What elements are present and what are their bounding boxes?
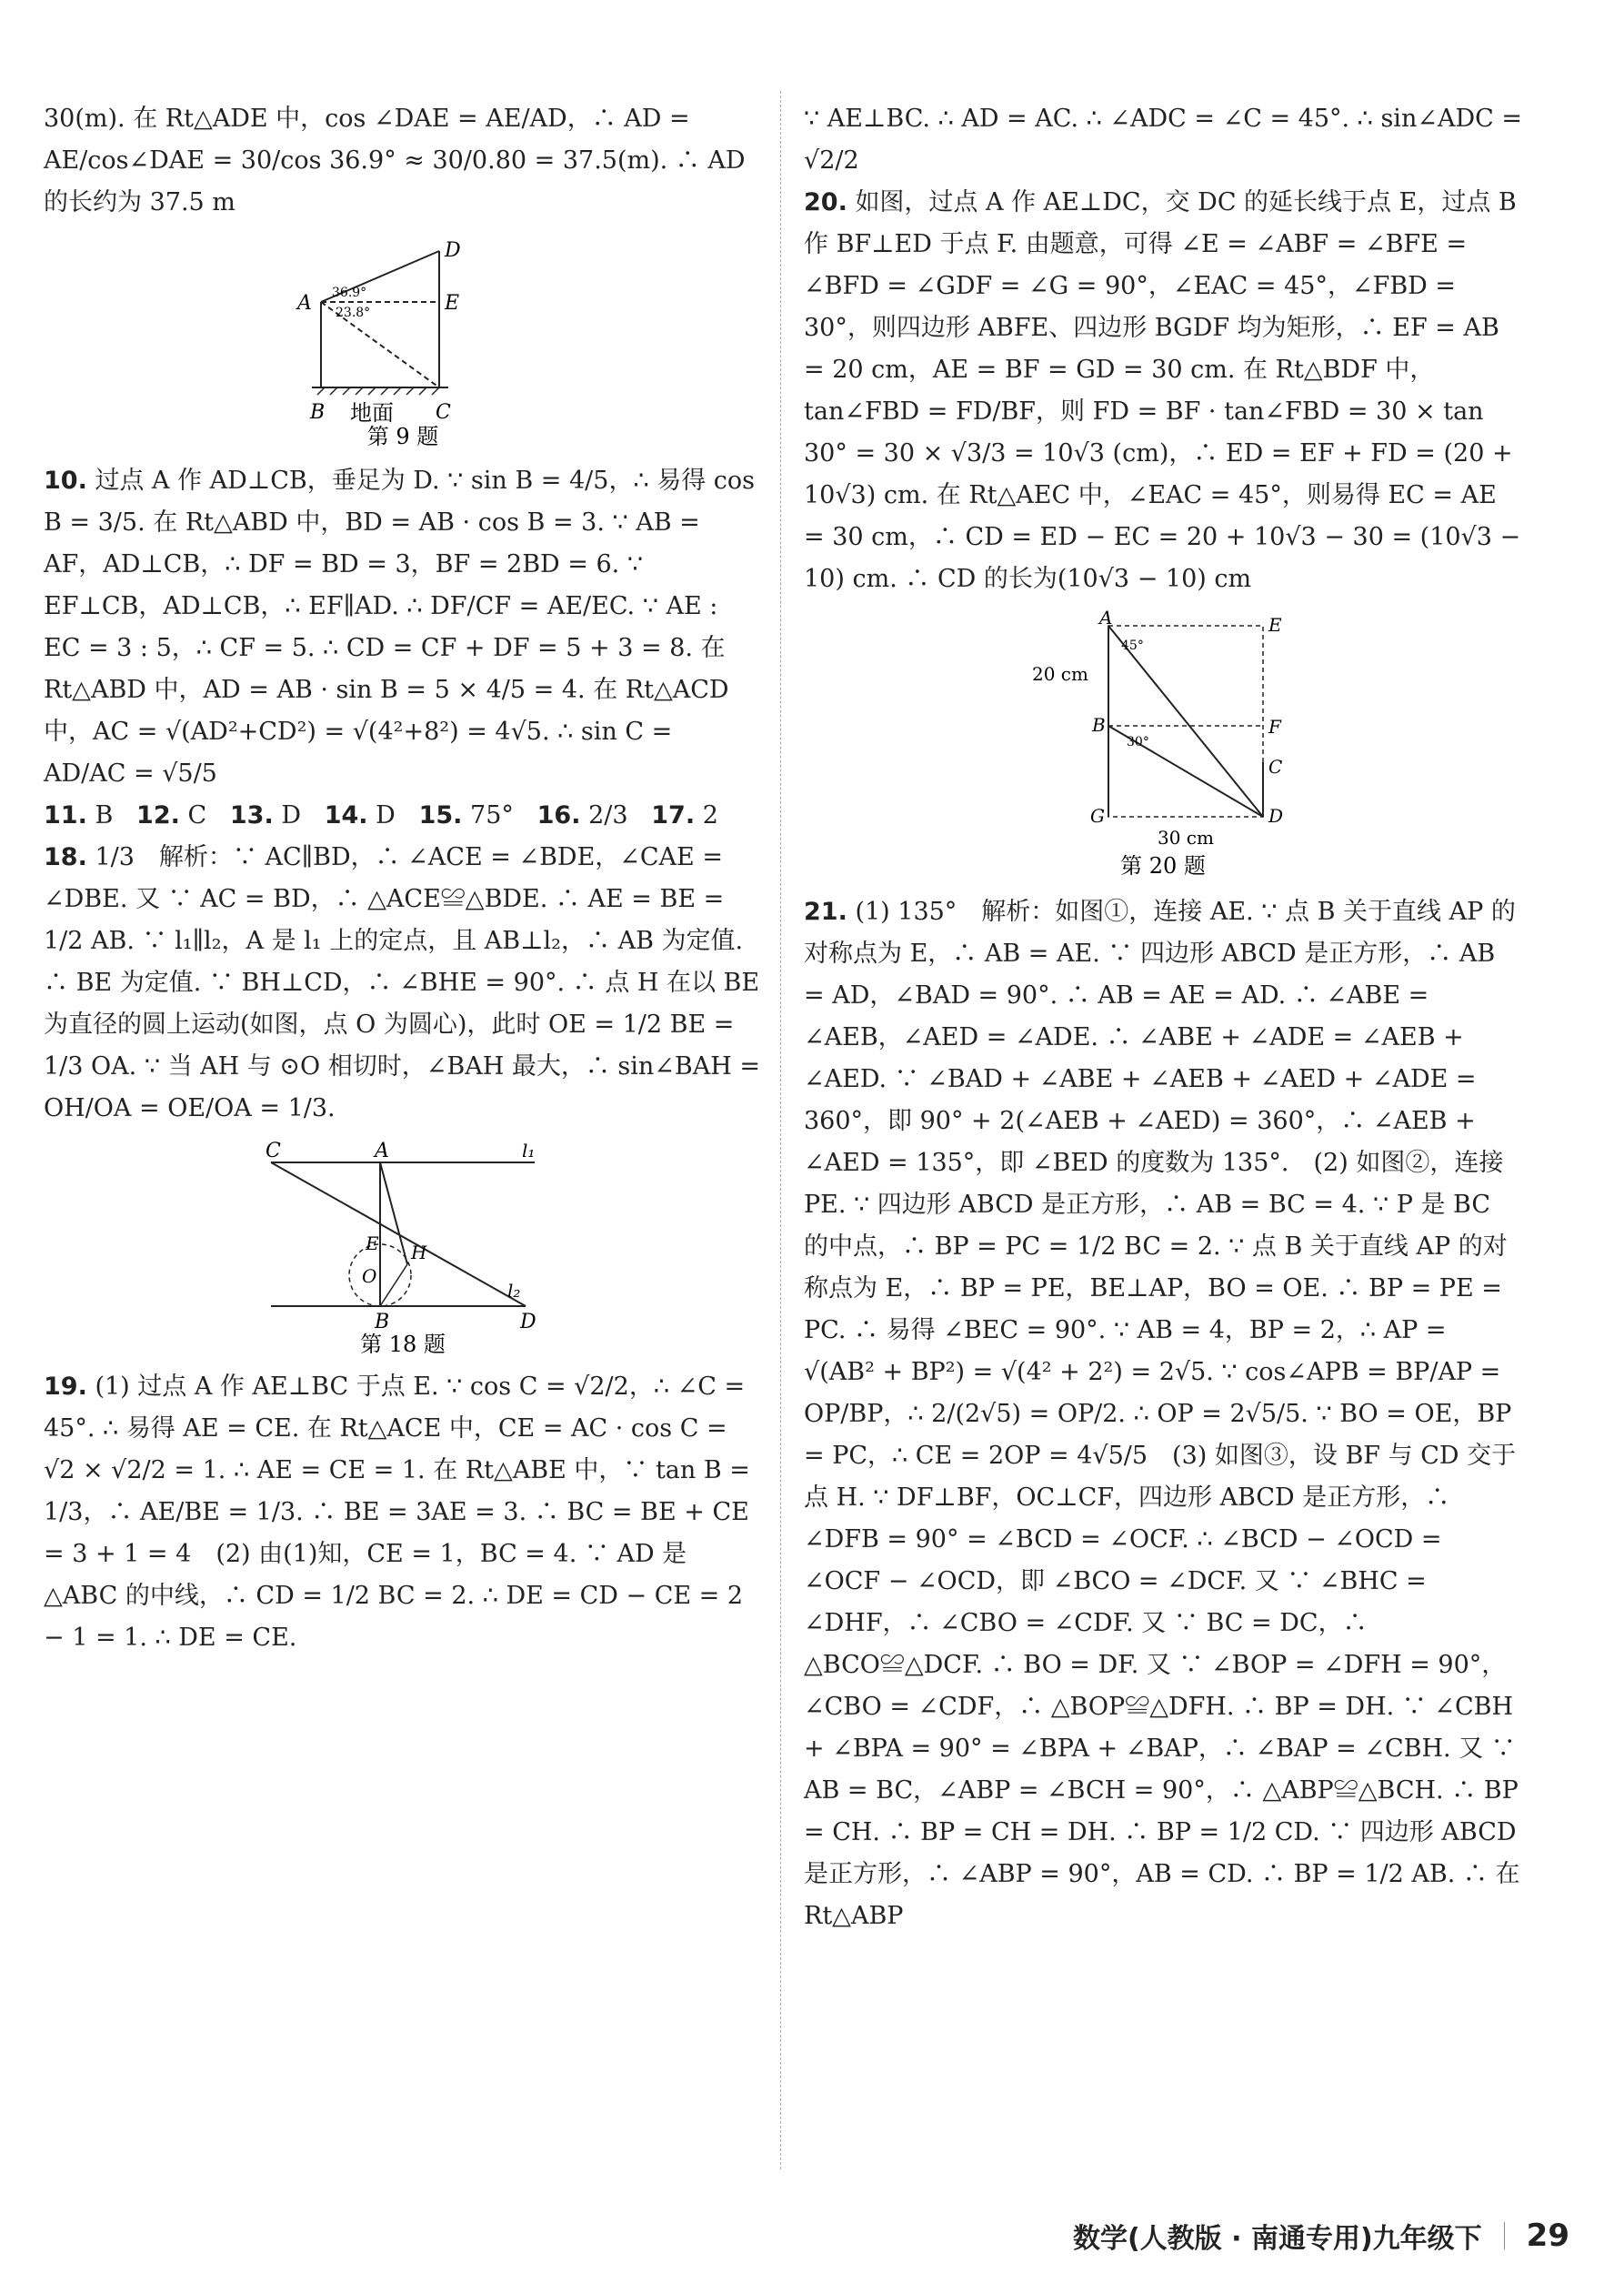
fig20-angle-45: 45° (1121, 639, 1144, 653)
fig18-label-D: D (520, 1311, 536, 1333)
answers-11-17: 11. B 12. C 13. D 14. D 15. 75° 16. 2/3 17. 2 (44, 801, 718, 830)
fig20-angle-30: 30° (1127, 735, 1149, 749)
fig18-label-O: O (362, 1265, 377, 1287)
q19-continuation: ∵ AE⊥BC. ∴ AD = AC. ∴ ∠ADC = ∠C = 45°. ∴ sin∠ADC = √2/2 (804, 105, 1522, 175)
q19: 19. (1) 过点 A 作 AE⊥BC 于点 E. ∵ cos C = √2/2，∴ ∠C = 45°. ∴ 易得 AE = CE. 在 Rt△ACE 中，CE = AC · cos C = √2 × √2/2 = 1. ∴ AE = CE = 1. 在 Rt△ABE 中，∵ tan B = 1/3，∴ AE/BE = 1/3. ∴ BE = 3AE = 3. ∴ BC = BE + CE = 3 + 1 = 4 (2) 由(1)知，CE = 1，BC = 4. ∵ AD 是 △ABC 的中线，∴ CD = 1/2 BC = 2. ∴ DE = CD − CE = 2 − 1 = 1. ∴ DE = CE. (44, 1373, 750, 1652)
fig20-label-F: F (1268, 716, 1281, 738)
footer-separator (1504, 2222, 1505, 2249)
fig9-label-D: D (445, 239, 461, 262)
fig9-angle-2: 23.8° (336, 306, 371, 320)
fig20-label-C: C (1268, 756, 1283, 778)
fig20-label-D: D (1268, 805, 1284, 827)
fig18-label-A: A (375, 1140, 389, 1162)
fig18-label-E: E (366, 1232, 379, 1254)
q18: 18. 1/3 解析：∵ AC∥BD，∴ ∠ACE = ∠BDE，∠CAE = ∠DBE. 又 ∵ AC = BD，∴ △ACE≌△BDE. ∴ AE = BE = 1/2 AB. ∵ l₁∥l₂，A 是 l₁ 上的定点，且 AB⊥l₂，∴ AB 为定值. ∴ BE 为定值. ∵ BH⊥CD，∴ ∠BHE = 90°. ∴ 点 H 在以 BE 为直径的圆上运动(如图，点 O 为圆心)，此时 OE = 1/2 BE = 1/3 OA. ∵ 当 AH 与 ⊙O 相切时，∠BAH 最大，∴ sin∠BAH = OH/OA = OE/OA = 1/3. (44, 843, 760, 1122)
book-title: 数学(人教版 · 南通专用)九年级下 (1072, 2223, 1482, 2255)
fig9-label-ground: 地面 (350, 400, 394, 426)
fig9-hatch (317, 387, 439, 395)
q10: 10. 过点 A 作 AD⊥CB，垂足为 D. ∵ sin B = 4/5，∴ 易得 cos B = 3/5. 在 Rt△ABD 中，BD = AB · cos B = 3. ∵ AB = AF，AD⊥CB，∴ DF = BD = 3，BF = 2BD = 6. ∵ EF⊥CB，AD⊥CB，∴ EF∥AD. ∴ DF/CF = AE/EC. ∵ AE : EC = 3 : 5，∴ CF = 5. ∴ CD = CF + DF = 5 + 3 = 8. 在 Rt△ABD 中，AD = AB · sin B = 5 × 4/5 = 4. 在 Rt△ACD 中，AC = √(AD²+CD²) = √(4²+8²) = 4√5. ∴ sin C = AD/AC = √5/5 (44, 467, 756, 788)
fig9-caption: 第 9 题 (366, 424, 439, 449)
q20: 20. 如图，过点 A 作 AE⊥DC，交 DC 的延长线于点 E，过点 B 作 BF⊥ED 于点 F. 由题意，可得 ∠E = ∠ABF = ∠BFE = ∠BFD = ∠GDF = ∠G = 90°，∠EAC = 45°，∠FBD = 30°，则四边形 ABFE、四边形 BGDF 均为矩形，∴ EF = AB = 20 cm，AE = BF = GD = 30 cm. 在 Rt△BDF 中，tan∠FBD = FD/BF，则 FD = BF · tan∠FBD = 30 × tan 30° = 30 × √3/3 = 10√3 (cm)，∴ ED = EF + FD = (20 + 10√3) cm. 在 Rt△AEC 中，∠EAC = 45°，则易得 EC = AE = 30 cm，∴ CD = ED − EC = 20 + 10√3 − 30 = (10√3 − 10) cm. ∴ CD 的长为(10√3 − 10) cm (804, 188, 1521, 593)
fig20-label-B: B (1092, 714, 1106, 736)
fig20-label-E: E (1268, 614, 1282, 636)
figure-9 (285, 231, 521, 449)
page-number: 29 (1526, 2218, 1569, 2254)
fig20-caption: 第 20 题 (1120, 853, 1206, 879)
fig9-label-A: A (297, 292, 312, 315)
right-column (804, 98, 1522, 1937)
fig18-caption: 第 18 题 (360, 1332, 446, 1355)
fig20-label-A: A (1099, 608, 1113, 629)
fig9-angle-1: 36.9° (332, 286, 367, 300)
fig9-label-E: E (445, 292, 460, 315)
fig20-label-G: G (1090, 805, 1105, 827)
fig18-label-H: H (411, 1242, 427, 1263)
left-column (44, 98, 762, 1659)
column-divider (780, 91, 781, 2169)
fig18-label-l2: l₂ (507, 1280, 521, 1302)
page-footer (1073, 2216, 1569, 2256)
figure-20 (1027, 608, 1299, 880)
fig18-label-C: C (266, 1140, 281, 1162)
figure-18 (253, 1137, 553, 1355)
fig18-label-B: B (375, 1311, 390, 1333)
q21: 21. (1) 135° 解析：如图①，连接 AE. ∵ 点 B 关于直线 AP 的对称点为 E，∴ AB = AE. ∵ 四边形 ABCD 是正方形，∴ AB = AD，∠BAD = 90°. ∴ AB = AE = AD. ∴ ∠ABE = ∠AEB，∠AED = ∠ADE. ∴ ∠ABE + ∠ADE = ∠AEB + ∠AED. ∵ ∠BAD + ∠ABE + ∠AEB + ∠AED + ∠ADE = 360°，即 90° + 2(∠AEB + ∠AED) = 360°，∴ ∠AEB + ∠AED = 135°，即 ∠BED 的度数为 135°. (2) 如图②，连接 PE. ∵ 四边形 ABCD 是正方形，∴ AB = BC = 4. ∵ P 是 BC 的中点，∴ BP = PC = 1/2 BC = 2. ∵ 点 B 关于直线 AP 的对称点为 E，∴ BP = PE，BE⊥AP，BO = OE. ∴ BP = PE = PC. ∴ 易得 ∠BEC = 90°. ∵ AB = 4，BP = 2，∴ AP = √(AB² + BP²) = √(4² + 2²) = 2√5. ∵ cos∠APB = BP/AP = OP/BP，∴ 2/(2√5) = OP/2. ∴ OP = 2√5/5. ∵ BO = OE，BP = PC，∴ CE = 2OP = 4√5/5 (3) 如图③，设 BF 与 CD 交于点 H. ∵ DF⊥BF，OC⊥CF，四边形 ABCD 是正方形，∴ ∠DFB = 90° = ∠BCD = ∠OCF. ∴ ∠BCD − ∠OCD = ∠OCF − ∠OCD，即 ∠BCO = ∠DCF. 又 ∵ ∠BHC = ∠DHF，∴ ∠CBO = ∠CDF. 又 ∵ BC = DC，∴ △BCO≌△DCF. ∴ BO = DF. 又 ∵ ∠BOP = ∠DFH = 90°，∠CBO = ∠CDF，∴ △BOP≌△DFH. ∴ BP = DH. ∵ ∠CBH + ∠BPA = 90° = ∠BPA + ∠BAP，∴ ∠BAP = ∠CBH. 又 ∵ AB = BC，∠ABP = ∠BCH = 90°，∴ △ABP≌△BCH. ∴ BP = CH. ∴ BP = CH = DH. ∴ BP = 1/2 CD. ∵ 四边形 ABCD 是正方形，∴ ∠ABP = 90°，AB = CD. ∴ BP = 1/2 AB. ∴ 在 Rt△ABP (804, 898, 1520, 1930)
fig9-label-B: B (310, 401, 326, 424)
fig9-label-C: C (436, 401, 451, 424)
q9-continuation: 30(m). 在 Rt△ADE 中，cos ∠DAE = AE/AD，∴ AD = AE/cos∠DAE = 30/cos 36.9° ≈ 30/0.80 = 37.5(m). ∴ AD 的长约为 37.5 m (44, 105, 746, 216)
fig20-label-30cm: 30 cm (1158, 827, 1214, 849)
fig18-label-l1: l₁ (522, 1140, 536, 1162)
fig20-label-20cm: 20 cm (1032, 663, 1088, 685)
